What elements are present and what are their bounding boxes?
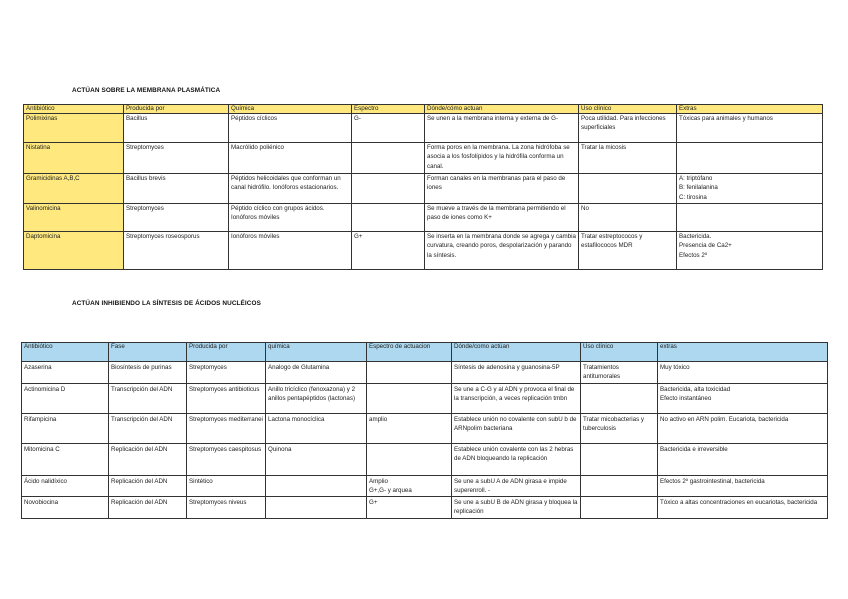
table-cell: Quinona: [266, 443, 367, 475]
table-cell: Streptomyces: [187, 362, 266, 384]
table-row: [24, 232, 823, 270]
column-header: química: [266, 343, 367, 362]
table-cell: G+: [367, 497, 452, 519]
table-cell: Tratar micobacterias y tuberculosis: [581, 413, 658, 443]
table-cell: Amplio G+,G- y arquea: [367, 475, 452, 497]
table-cell: [581, 497, 658, 519]
table-cell: Ionóforos móviles: [229, 232, 352, 270]
table-cell: A: triptófano B: fenilalanina C: tirosina: [677, 174, 823, 204]
table-cell: [581, 475, 658, 497]
table-cell: Péptidos helicoidales que conforman un canal hidrófilo. Ionóforos estacionarios.: [229, 174, 352, 204]
table-cell: [266, 475, 367, 497]
column-header: Antibiótico: [24, 105, 124, 114]
table-cell: Bactericida, alta toxicidad Efecto instantáneo: [658, 383, 828, 413]
table-cell: [367, 383, 452, 413]
antibiotic-name-cell: Novobiocina: [22, 497, 109, 519]
table-cell: No: [579, 204, 677, 232]
table-row: [22, 497, 828, 519]
table-cell: [266, 497, 367, 519]
table-cell: Analogo de Glutamina: [266, 362, 367, 384]
antibiotic-name-cell: Polimixinas: [24, 114, 124, 143]
column-header: Antibiótico: [22, 343, 109, 362]
table-cell: [581, 443, 658, 475]
table-cell: Péptido cíclico con grupos ácidos. Ionóforos móviles: [229, 204, 352, 232]
section-title-acidos-nucleicos: ACTÚAN INHIBIENDO LA SÍNTESIS DE ÁCIDOS NUCLÉICOS: [72, 300, 261, 307]
table-cell: Biosíntesis de purinas: [109, 362, 187, 384]
column-header: Fase: [109, 343, 187, 362]
table-cell: Tóxico a altas concentraciones en eucariotas, bactericida: [658, 497, 828, 519]
table-cell: No activo en ARN polim. Eucariota, bactericida: [658, 413, 828, 443]
table-row: [24, 143, 823, 174]
table-cell: Se une a C-G y al ADN y provoca el final de la transcripción, a veces replicación tmbn: [452, 383, 581, 413]
antibiotic-name-cell: Nistatina: [24, 143, 124, 174]
table-cell: Se une a subU B de ADN girasa y bloquea la replicación: [452, 497, 581, 519]
antibiotic-name-cell: Valinomicina: [24, 204, 124, 232]
table-cell: Tratamientos antitumorales: [581, 362, 658, 384]
table-cell: Streptomyces niveus: [187, 497, 266, 519]
table-cell: Forman canales en la membranas para el paso de iones: [425, 174, 579, 204]
antibiotic-name-cell: Gramicidinas A,B,C: [24, 174, 124, 204]
table-row: [22, 383, 828, 413]
antibiotic-name-cell: Rifampicina: [22, 413, 109, 443]
table-cell: Se unen a la membrana interna y externa de G-: [425, 114, 579, 143]
table-cell: Tratar la micosis: [579, 143, 677, 174]
table-cell: Streptomyces caespitosus: [187, 443, 266, 475]
column-header: Uso clínico: [579, 105, 677, 114]
table-cell: [352, 174, 425, 204]
table-row: [24, 174, 823, 204]
table-cell: Muy tóxico: [658, 362, 828, 384]
table-cell: Macrólido poliénico: [229, 143, 352, 174]
table-cell: [579, 174, 677, 204]
table-cell: Streptomyces mediterranei: [187, 413, 266, 443]
table-row: [24, 114, 823, 143]
table-cell: Transcripción del ADN: [109, 383, 187, 413]
table-cell: G-: [352, 114, 425, 143]
table-cell: [352, 143, 425, 174]
table-sintesis-acidos-nucleicos: [21, 342, 828, 519]
table-cell: Streptomyces: [124, 143, 229, 174]
table-cell: G+: [352, 232, 425, 270]
table-cell: Sintético: [187, 475, 266, 497]
table-cell: Tóxicas para animales y humanos: [677, 114, 823, 143]
table-row: [22, 475, 828, 497]
section-title-membrana: ACTÚAN SOBRE LA MEMBRANA PLASMÁTICA: [72, 87, 221, 94]
table-row: [24, 204, 823, 232]
table-cell: Replicación del ADN: [109, 497, 187, 519]
table-cell: Streptomyces roseosporus: [124, 232, 229, 270]
table-row: [22, 362, 828, 384]
column-header: Espectro: [352, 105, 425, 114]
table-cell: [677, 204, 823, 232]
table-cell: Bacillus: [124, 114, 229, 143]
table-row: [22, 443, 828, 475]
table-cell: Anillo tricíclico (fenoxazona) y 2 anillos pentapéptidos (lactonas): [266, 383, 367, 413]
antibiotic-name-cell: Mitomicina C: [22, 443, 109, 475]
table-cell: Establece unión no covalente con subU b de ARNpolim bacteriana: [452, 413, 581, 443]
table-cell: Forma poros en la membrana. La zona hidrófoba se asocia a los fosfolípidos y la hidrófila conforma un canal.: [425, 143, 579, 174]
table-cell: Péptidos cíclicos: [229, 114, 352, 143]
antibiotic-name-cell: Azaserina: [22, 362, 109, 384]
table-cell: Efectos 2º gastrointestinal, bactericida: [658, 475, 828, 497]
column-header: Producida por: [187, 343, 266, 362]
table-cell: Se une a subU A de ADN girasa e impide superenroll. -: [452, 475, 581, 497]
table-cell: [367, 443, 452, 475]
table-cell: Bactericida. Presencia de Ca2+ Efectos 2º: [677, 232, 823, 270]
table-cell: Streptomyces: [124, 204, 229, 232]
antibiotic-name-cell: Daptomicina: [24, 232, 124, 270]
table-cell: Lactona monocíclica: [266, 413, 367, 443]
table-cell: Tratar estreptococos y estafilococos MDR: [579, 232, 677, 270]
table-header-row: [24, 105, 823, 114]
table-cell: Síntesis de adenosina y guanosina-5P: [452, 362, 581, 384]
table-cell: [581, 383, 658, 413]
antibiotic-name-cell: Ácido nalidíxico: [22, 475, 109, 497]
table-cell: [352, 204, 425, 232]
column-header: Producida por: [124, 105, 229, 114]
column-header: Dónde/cómo actuan: [425, 105, 579, 114]
table-cell: Transcripción del ADN: [109, 413, 187, 443]
column-header: Uso clínico: [581, 343, 658, 362]
antibiotic-name-cell: Actinomicina D: [22, 383, 109, 413]
table-membrana-plasmatica: [23, 104, 823, 270]
table-cell: [677, 143, 823, 174]
table-cell: Replicación del ADN: [109, 443, 187, 475]
table-cell: Se inserta en la membrana donde se agrega y cambia curvatura, creando poros, despolarización y parando la síntesis.: [425, 232, 579, 270]
table-cell: Streptomyces antibioticus: [187, 383, 266, 413]
table-cell: [367, 362, 452, 384]
table-cell: Bactericida e irreversible: [658, 443, 828, 475]
table-cell: Bacillus brevis: [124, 174, 229, 204]
column-header: Espectro de actuacion: [367, 343, 452, 362]
table-row: [22, 413, 828, 443]
table-cell: Se mueve a través de la membrana permitiendo el paso de iones como K+: [425, 204, 579, 232]
column-header: Extras: [677, 105, 823, 114]
table-cell: Poca utilidad. Para infecciones superficiales: [579, 114, 677, 143]
column-header: Química: [229, 105, 352, 114]
column-header: Dónde/como actúan: [452, 343, 581, 362]
table-cell: Establece unión covalente con las 2 hebras de ADN bloqueando la replicación: [452, 443, 581, 475]
table-cell: Replicación del ADN: [109, 475, 187, 497]
column-header: extras: [658, 343, 828, 362]
table-header-row: [22, 343, 828, 362]
table-cell: amplio: [367, 413, 452, 443]
